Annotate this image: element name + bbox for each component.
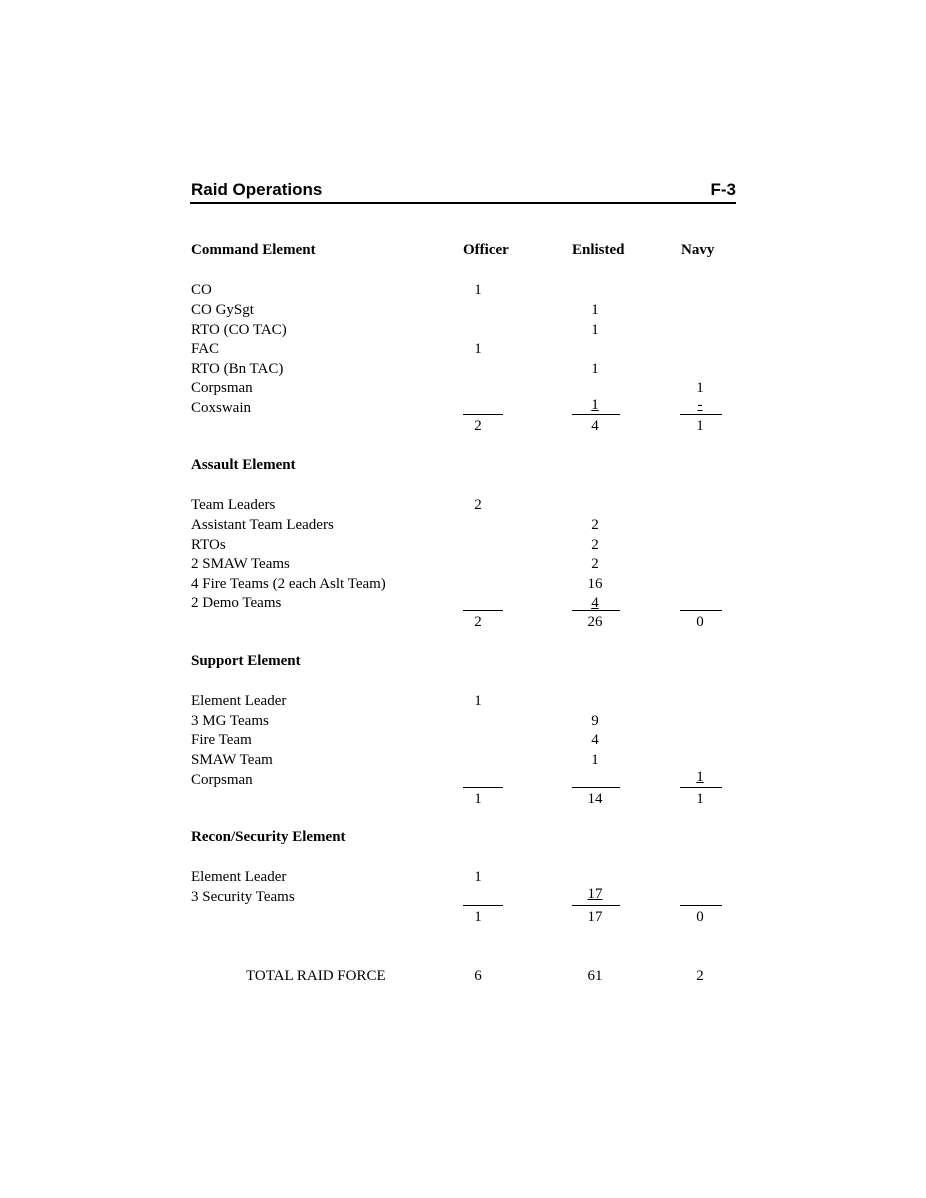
row-label: 2 SMAW Teams bbox=[191, 556, 290, 572]
subtotal-row bbox=[0, 416, 926, 436]
navy-count: - bbox=[697, 397, 703, 413]
navy-subtotal: 0 bbox=[696, 909, 704, 925]
row-label: 2 Demo Teams bbox=[191, 595, 282, 611]
table-row bbox=[0, 730, 926, 750]
enlisted-count: 2 bbox=[591, 537, 599, 553]
row-label: Element Leader bbox=[191, 693, 287, 709]
table-row bbox=[0, 320, 926, 340]
total-officer: 6 bbox=[474, 968, 482, 984]
enlisted-count: 1 bbox=[591, 302, 599, 318]
total-enlisted: 61 bbox=[587, 968, 603, 984]
table-row bbox=[0, 495, 926, 515]
subtotal-rule bbox=[572, 610, 620, 611]
subtotal-rule bbox=[463, 414, 503, 415]
subtotal-row bbox=[0, 789, 926, 809]
enlisted-count: 4 bbox=[591, 595, 599, 611]
subtotal-rule bbox=[463, 905, 503, 906]
column-header-enlisted: Enlisted bbox=[572, 242, 625, 258]
enlisted-count: 1 bbox=[591, 361, 599, 377]
row-label: Element Leader bbox=[191, 869, 287, 885]
row-label: 3 MG Teams bbox=[191, 713, 269, 729]
table-row bbox=[0, 750, 926, 770]
table-row bbox=[0, 535, 926, 555]
subtotal-rule bbox=[463, 787, 503, 788]
officer-count: 2 bbox=[474, 497, 482, 513]
enlisted-count: 1 bbox=[591, 397, 599, 413]
row-label: 3 Security Teams bbox=[191, 889, 295, 905]
subtotal-rule bbox=[572, 787, 620, 788]
table-row bbox=[0, 515, 926, 535]
page-header bbox=[190, 180, 736, 204]
table-row bbox=[0, 887, 926, 907]
row-label: Assistant Team Leaders bbox=[191, 517, 334, 533]
table-row bbox=[0, 359, 926, 379]
navy-count: 1 bbox=[696, 769, 704, 785]
enlisted-subtotal: 14 bbox=[587, 791, 603, 807]
subtotal-row bbox=[0, 907, 926, 927]
subtotal-rule bbox=[572, 414, 620, 415]
section-title: Support Element bbox=[191, 653, 301, 669]
enlisted-subtotal: 26 bbox=[587, 614, 603, 630]
row-label: SMAW Team bbox=[191, 752, 273, 768]
enlisted-count: 17 bbox=[587, 886, 603, 902]
row-label: Coxswain bbox=[191, 400, 251, 416]
enlisted-count: 1 bbox=[591, 322, 599, 338]
row-label: FAC bbox=[191, 341, 220, 357]
officer-subtotal: 2 bbox=[474, 418, 482, 434]
enlisted-count: 4 bbox=[591, 732, 599, 748]
subtotal-rule bbox=[680, 414, 722, 415]
row-label: CO GySgt bbox=[191, 302, 254, 318]
officer-count: 1 bbox=[474, 693, 482, 709]
subtotal-rule bbox=[680, 905, 722, 906]
navy-subtotal: 1 bbox=[696, 791, 704, 807]
table-row bbox=[0, 554, 926, 574]
enlisted-count: 9 bbox=[591, 713, 599, 729]
total-row bbox=[0, 966, 926, 986]
row-label: RTO (CO TAC) bbox=[191, 322, 287, 338]
column-header-navy: Navy bbox=[681, 242, 715, 258]
table-row bbox=[0, 280, 926, 300]
enlisted-count: 2 bbox=[591, 556, 599, 572]
subtotal-rule bbox=[680, 610, 722, 611]
total-label: TOTAL RAID FORCE bbox=[246, 968, 386, 984]
column-header-officer: Officer bbox=[463, 242, 509, 258]
officer-subtotal: 2 bbox=[474, 614, 482, 630]
table-row bbox=[0, 691, 926, 711]
row-label: Team Leaders bbox=[191, 497, 276, 513]
row-label: RTOs bbox=[191, 537, 226, 553]
table-row bbox=[0, 300, 926, 320]
navy-subtotal: 1 bbox=[696, 418, 704, 434]
subtotal-rule bbox=[680, 787, 722, 788]
row-label: RTO (Bn TAC) bbox=[191, 361, 284, 377]
table-row bbox=[0, 867, 926, 887]
subtotal-rule bbox=[463, 610, 503, 611]
column-header-element: Command Element bbox=[191, 242, 316, 258]
navy-subtotal: 0 bbox=[696, 614, 704, 630]
page-number: F-3 bbox=[710, 180, 736, 199]
row-label: Corpsman bbox=[191, 772, 253, 788]
subtotal-rule bbox=[572, 905, 620, 906]
row-label: CO bbox=[191, 282, 212, 298]
enlisted-subtotal: 4 bbox=[591, 418, 599, 434]
row-label: Corpsman bbox=[191, 380, 253, 396]
section-title: Recon/Security Element bbox=[191, 829, 346, 845]
enlisted-count: 2 bbox=[591, 517, 599, 533]
officer-count: 1 bbox=[474, 341, 482, 357]
officer-subtotal: 1 bbox=[474, 791, 482, 807]
total-navy: 2 bbox=[696, 968, 704, 984]
table-row bbox=[0, 711, 926, 731]
row-label: 4 Fire Teams (2 each Aslt Team) bbox=[191, 576, 386, 592]
officer-subtotal: 1 bbox=[474, 909, 482, 925]
enlisted-count: 16 bbox=[587, 576, 603, 592]
table-row bbox=[0, 398, 926, 418]
row-label: Fire Team bbox=[191, 732, 252, 748]
officer-count: 1 bbox=[474, 869, 482, 885]
table-row bbox=[0, 378, 926, 398]
section-title: Assault Element bbox=[191, 457, 296, 473]
officer-count: 1 bbox=[474, 282, 482, 298]
page-title: Raid Operations bbox=[191, 180, 323, 199]
enlisted-count: 1 bbox=[591, 752, 599, 768]
table-row bbox=[0, 574, 926, 594]
subtotal-row bbox=[0, 612, 926, 632]
table-row bbox=[0, 339, 926, 359]
navy-count: 1 bbox=[696, 380, 704, 396]
enlisted-subtotal: 17 bbox=[587, 909, 603, 925]
